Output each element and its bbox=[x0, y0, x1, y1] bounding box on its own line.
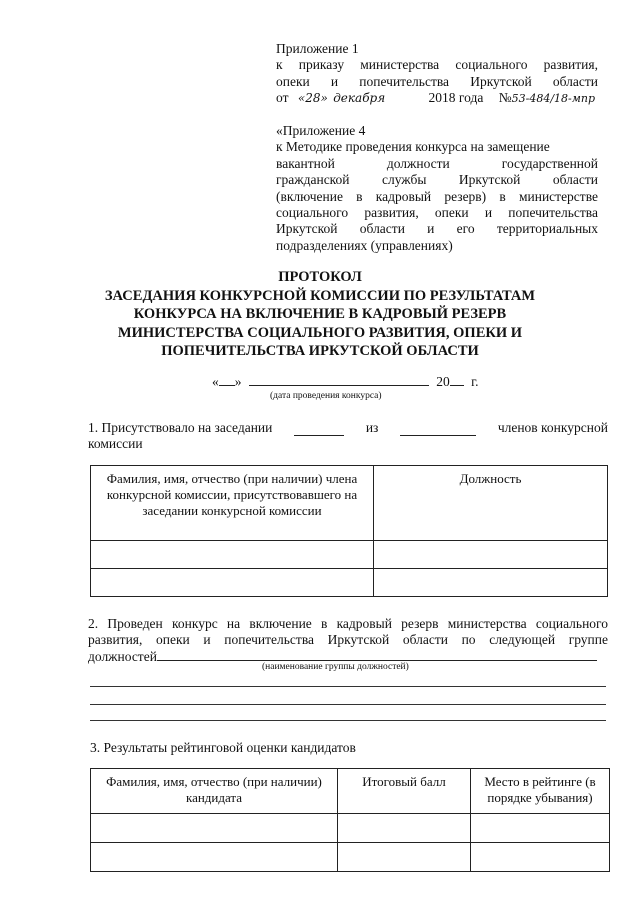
table1-header-position: Должность bbox=[374, 466, 608, 541]
section1-line2: комиссии bbox=[88, 436, 143, 452]
table-cell[interactable] bbox=[338, 843, 471, 872]
table-row bbox=[91, 814, 610, 843]
table-cell[interactable] bbox=[91, 814, 338, 843]
section1-text-present: 1. Присутствовало на заседании bbox=[88, 420, 273, 435]
appendix4-block bbox=[276, 123, 598, 254]
appendix4-line3: вакантной должности государственной bbox=[276, 155, 598, 171]
order-year: 2018 года bbox=[428, 90, 484, 105]
blank-line[interactable] bbox=[90, 704, 606, 705]
appendix4-line4: гражданской службы Иркутской области bbox=[276, 172, 598, 188]
section2-line2: развития, опеки и попечительства Иркутской области по следующей группе bbox=[88, 632, 608, 648]
title-line3: КОНКУРСА НА ВКЛЮЧЕНИЕ В КАДРОВЫЙ РЕЗЕРВ bbox=[133, 306, 507, 322]
appendix4-line7: Иркутской области и его территориальных bbox=[276, 221, 598, 237]
appendix4-line2: к Методике проведения конкурса на замещение bbox=[276, 139, 550, 155]
year-blank[interactable] bbox=[450, 385, 464, 386]
appendix1-heading: Приложение 1 bbox=[276, 41, 359, 56]
year-suffix: г. bbox=[471, 374, 479, 389]
section1 bbox=[88, 420, 608, 453]
table1-header-name: Фамилия, имя, отчество (при наличии) члена конкурсной комиссии, присутствовавшего на заседании конкурсной комиссии bbox=[91, 466, 374, 541]
date-close-quote: » bbox=[234, 374, 242, 389]
table-cell[interactable] bbox=[338, 814, 471, 843]
month-blank[interactable] bbox=[249, 385, 429, 386]
table-row bbox=[91, 541, 608, 569]
title-line5: ПОПЕЧИТЕЛЬСТВА ИРКУТСКОЙ ОБЛАСТИ bbox=[161, 343, 479, 359]
table2-header-score: Итоговый балл bbox=[338, 769, 471, 814]
section2-line3: должностей bbox=[88, 648, 157, 664]
table-row bbox=[91, 843, 610, 872]
table-cell[interactable] bbox=[91, 541, 374, 569]
handwritten-day: «28» bbox=[297, 91, 328, 105]
table-cell[interactable] bbox=[374, 541, 608, 569]
table1-header-row bbox=[91, 466, 608, 541]
table-cell[interactable] bbox=[471, 843, 610, 872]
appendix4-line6: социального развития, опеки и попечительства bbox=[276, 205, 598, 221]
blank-line[interactable] bbox=[90, 720, 606, 721]
section3-heading: 3. Результаты рейтинговой оценки кандидатов bbox=[90, 740, 356, 755]
commission-members-table bbox=[90, 465, 608, 597]
table-row bbox=[91, 569, 608, 597]
section2 bbox=[88, 616, 608, 665]
appendix4-line5: (включение в кадровый резерв) в министерстве bbox=[276, 188, 598, 204]
position-group-caption: (наименование группы должностей) bbox=[262, 662, 409, 672]
title-line4: МИНИСТЕРСТВА СОЦИАЛЬНОГО РАЗВИТИЯ, ОПЕКИ И bbox=[117, 324, 523, 341]
table-cell[interactable] bbox=[91, 843, 338, 872]
section1-text-of: из bbox=[365, 420, 379, 435]
date-open-quote: « bbox=[212, 374, 219, 389]
table2-header-rank: Место в рейтинге (в порядке убывания) bbox=[471, 769, 610, 814]
handwritten-number: 53-484/18-мпр bbox=[511, 92, 596, 105]
appendix4-line8: подразделениях (управлениях) bbox=[276, 237, 453, 253]
document-title bbox=[0, 268, 640, 361]
date-line bbox=[212, 374, 479, 390]
appendix1-line3: опеки и попечительства Иркутской области bbox=[276, 73, 598, 89]
blank-line[interactable] bbox=[90, 686, 606, 687]
date-caption: (дата проведения конкурса) bbox=[270, 391, 382, 401]
number-label: № bbox=[498, 90, 512, 105]
title-line1: ПРОТОКОЛ bbox=[278, 269, 362, 285]
present-count-blank[interactable] bbox=[294, 435, 344, 436]
table-cell[interactable] bbox=[91, 569, 374, 597]
title-line2: ЗАСЕДАНИЯ КОНКУРСНОЙ КОМИССИИ ПО РЕЗУЛЬТАТАМ bbox=[104, 287, 536, 304]
day-blank[interactable] bbox=[219, 385, 235, 386]
appendix1-date-line bbox=[276, 90, 636, 107]
candidate-rating-table bbox=[90, 768, 610, 872]
total-count-blank[interactable] bbox=[400, 435, 476, 436]
year-prefix: 20 bbox=[436, 374, 450, 389]
section1-text-members: членов конкурсной bbox=[497, 420, 608, 435]
table2-header-name: Фамилия, имя, отчество (при наличии) кандидата bbox=[91, 769, 338, 814]
table-cell[interactable] bbox=[374, 569, 608, 597]
table2-header-row bbox=[91, 769, 610, 814]
appendix4-heading: «Приложение 4 bbox=[276, 123, 366, 138]
from-label: от bbox=[276, 90, 289, 105]
position-group-blank[interactable] bbox=[157, 660, 597, 661]
section2-line1: 2. Проведен конкурс на включение в кадровый резерв министерства социального bbox=[88, 616, 608, 631]
table-cell[interactable] bbox=[471, 814, 610, 843]
appendix1-line2: к приказу министерства социального развития, bbox=[276, 57, 598, 73]
handwritten-month: декабря bbox=[333, 91, 386, 105]
appendix1-block bbox=[276, 41, 598, 90]
